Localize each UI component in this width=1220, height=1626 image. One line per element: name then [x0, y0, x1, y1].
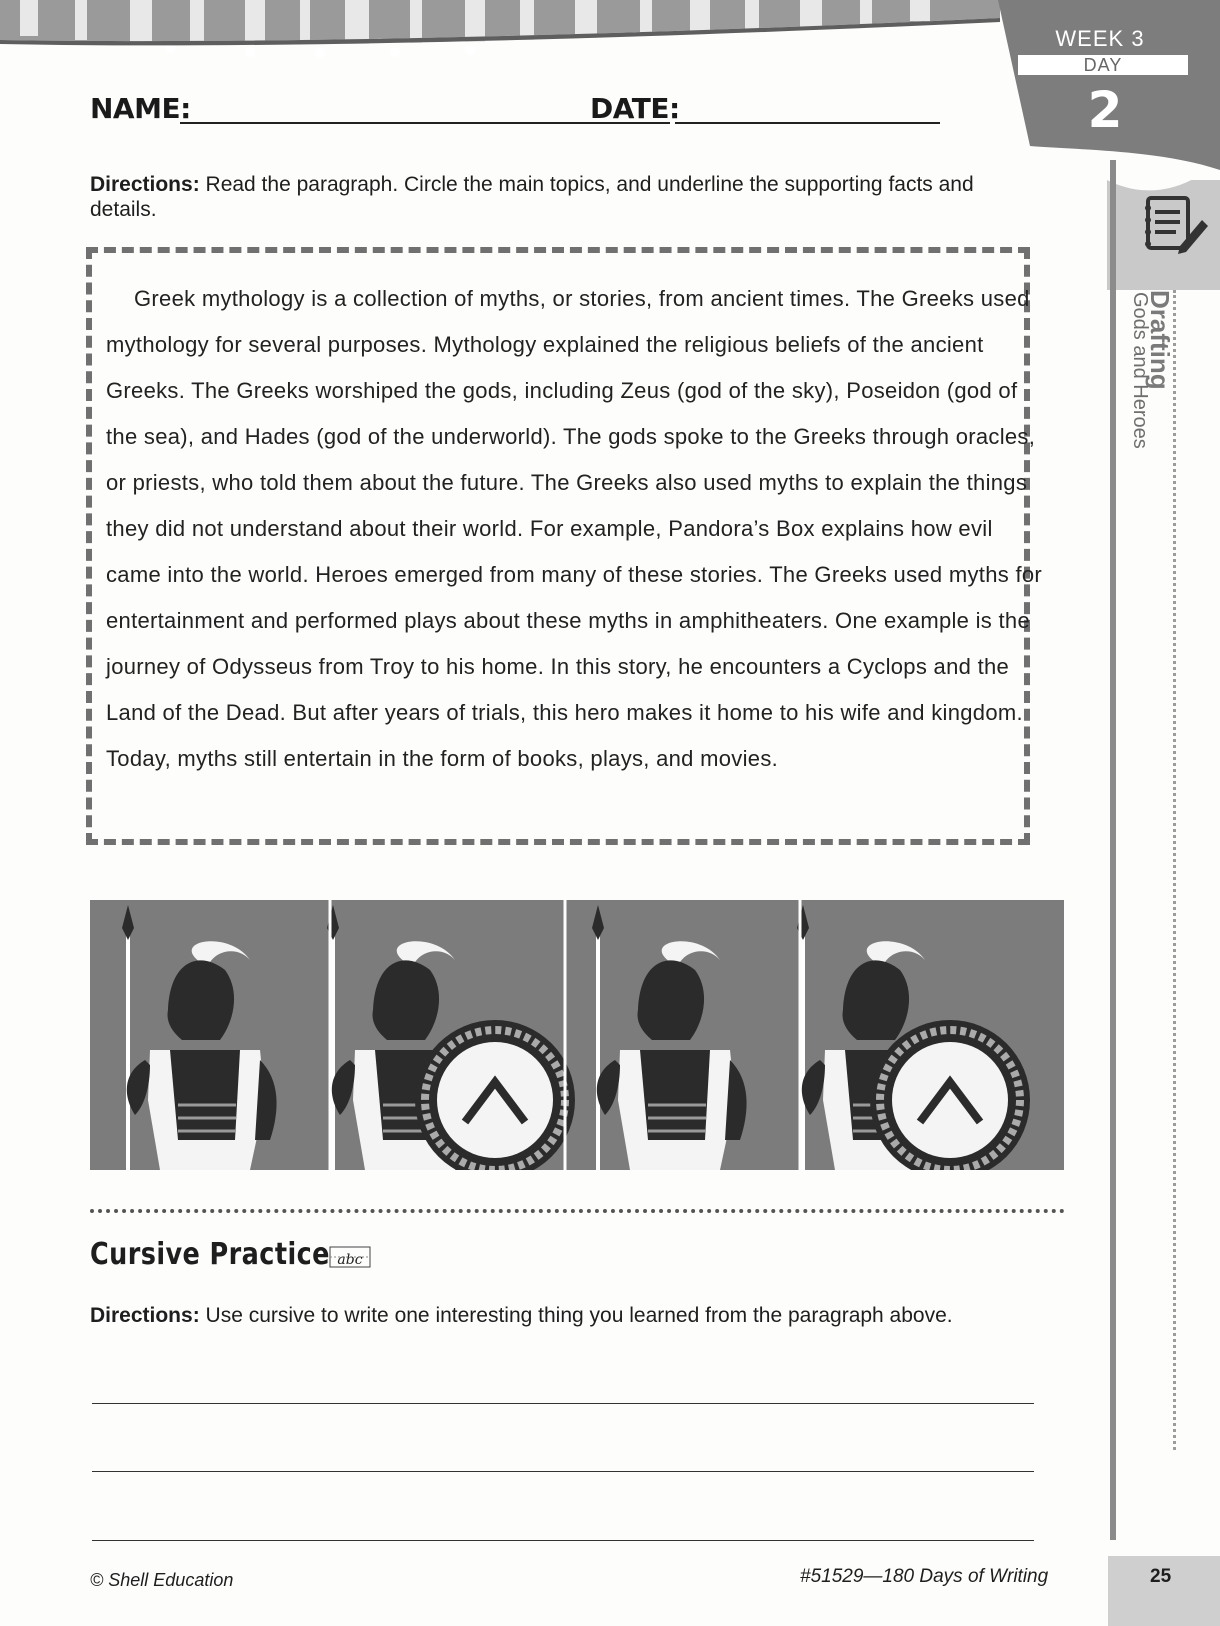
- date-field[interactable]: [675, 122, 940, 124]
- book-title: #51529—180 Days of Writing: [800, 1566, 1049, 1587]
- reading-paragraph: Greek mythology is a collection of myths, or stories, from ancient times. The Greeks used mythology for several purposes. Mythology explained the religious beliefs of the ancient Greeks. The Greeks worshiped the gods, including Zeus (god of the sky), Poseidon (god of the sea), and Hades (god of the underworld). The gods spoke to the Greeks through oracles, or priests, who told them about the future. The Greeks also used myths to explain the things they did not understand about their world. For example, Pandora’s Box explains how evil came into the world. Heroes emerged from many of these stories. The Greeks used myths for entertainment and performed plays about these myths in amphitheaters. One example is the journey of Odysseus from Troy to his home. In this story, he encounters a Cyclops and the Land of the Dead. But after years of trials, this hero makes it home to his wife and kingdom. Today, myths still entertain in the form of books, plays, and movies.: [106, 286, 1043, 771]
- copyright: © Shell Education: [90, 1570, 234, 1590]
- cursive-directions-text: Use cursive to write one interesting thing you learned from the paragraph above.: [199, 1304, 953, 1327]
- writing-line[interactable]: [92, 1471, 1034, 1472]
- side-rule: [1110, 160, 1116, 1540]
- cursive-directions: [90, 1303, 1070, 1329]
- page-number: 25: [1150, 1566, 1172, 1587]
- side-dotted-line: [1173, 290, 1176, 1450]
- cursive-directions-label: Directions:: [90, 1304, 200, 1327]
- day-label: DAY: [1018, 55, 1188, 75]
- day-number: 2: [1087, 81, 1123, 139]
- pencil-notepad-icon: [1140, 190, 1210, 260]
- writing-line[interactable]: [92, 1540, 1034, 1541]
- name-label: NAME:: [90, 92, 191, 125]
- svg-text:abc: abc: [337, 1252, 363, 1268]
- name-date-row: [90, 92, 950, 132]
- cursive-practice-title: Cursive Practice: [90, 1237, 330, 1272]
- week-label: WEEK 3: [1055, 26, 1145, 51]
- directions-label: Directions:: [90, 173, 200, 196]
- topic-label: Gods and Heroes: [1129, 292, 1151, 449]
- cursive-abc-icon: [328, 1241, 372, 1271]
- section-label: Drafting: [1145, 290, 1175, 390]
- section-divider: [90, 1209, 1065, 1213]
- directions-text: Read the paragraph. Circle the main topics, and underline the supporting facts and details.: [90, 173, 974, 221]
- greek-warriors-illustration: [90, 900, 1064, 1170]
- date-label: DATE:: [590, 92, 680, 125]
- writing-line[interactable]: [92, 1403, 1034, 1404]
- reading-directions: [90, 172, 1040, 222]
